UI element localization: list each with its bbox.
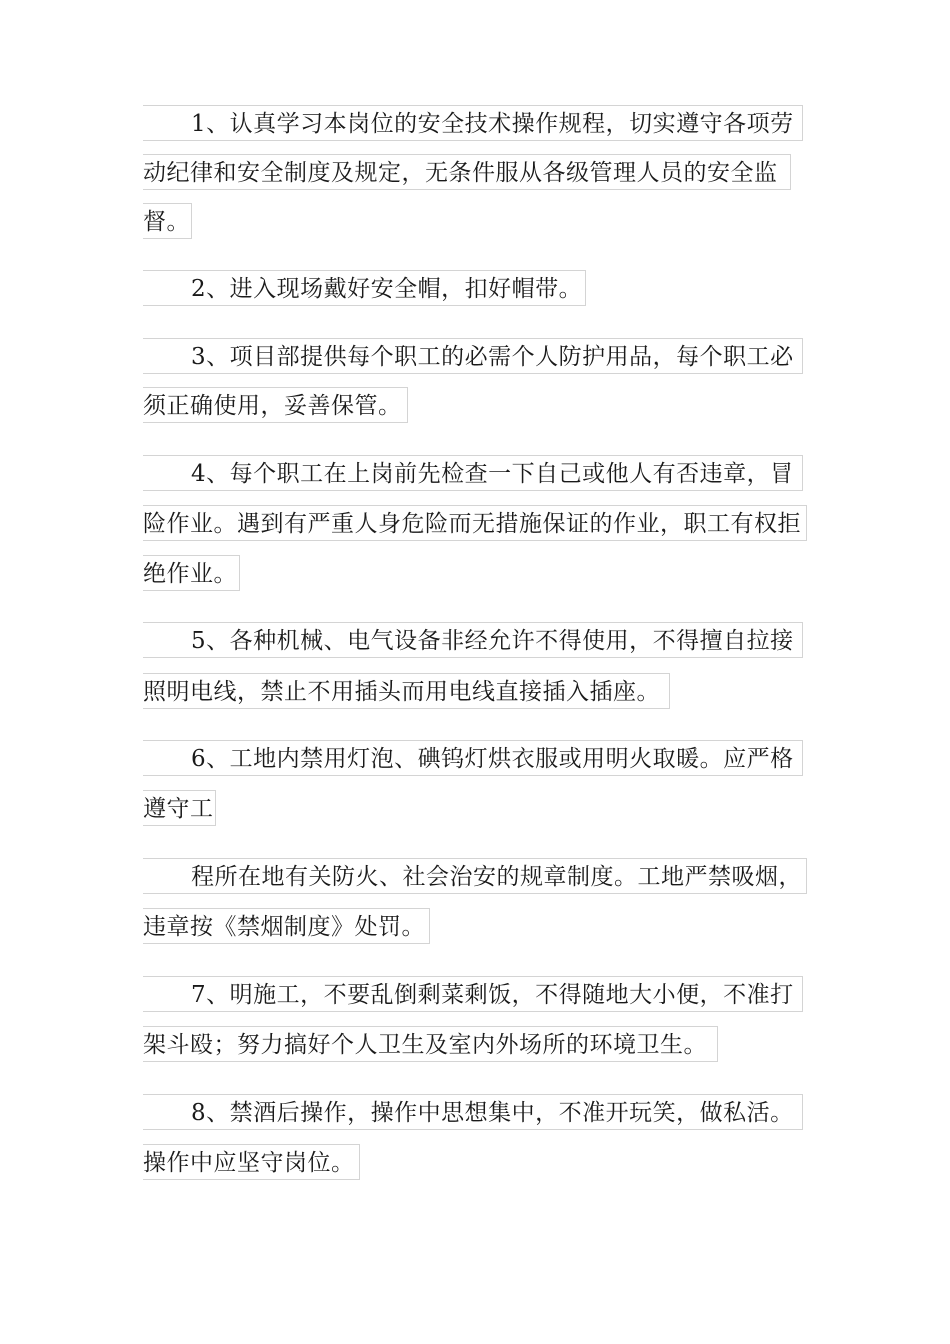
paragraph-1-line-2: 动纪律和安全制度及规定，无条件服从各级管理人员的安全监 [143,154,791,190]
paragraph-9-line-1: 8、禁酒后操作，操作中思想集中，不准开玩笑，做私活。 [143,1094,803,1130]
paragraph-9-line-2: 操作中应坚守岗位。 [143,1144,360,1180]
paragraph-8-line-2: 架斗殴；努力搞好个人卫生及室内外场所的环境卫生。 [143,1026,718,1062]
paragraph-1-line-1: 1、认真学习本岗位的安全技术操作规程，切实遵守各项劳 [143,105,803,141]
paragraph-6-line-1: 6、工地内禁用灯泡、碘钨灯烘衣服或用明火取暖。应严格 [143,740,803,776]
paragraph-7-line-2: 违章按《禁烟制度》处罚。 [143,908,430,944]
paragraph-3-line-2: 须正确使用，妥善保管。 [143,387,408,423]
paragraph-4-line-3: 绝作业。 [143,555,240,591]
paragraph-5-line-2: 照明电线，禁止不用插头而用电线直接插入插座。 [143,673,670,709]
paragraph-8-line-1: 7、明施工，不要乱倒剩菜剩饭，不得随地大小便，不准打 [143,976,803,1012]
paragraph-2-line-1: 2、进入现场戴好安全帽，扣好帽带。 [143,270,586,306]
paragraph-6-line-2: 遵守工 [143,790,216,826]
paragraph-7-line-1: 程所在地有关防火、社会治安的规章制度。工地严禁吸烟， [143,858,807,894]
paragraph-4-line-2: 险作业。遇到有严重人身危险而无措施保证的作业，职工有权拒 [143,505,807,541]
paragraph-3-line-1: 3、项目部提供每个职工的必需个人防护用品，每个职工必 [143,338,803,374]
paragraph-1-line-3: 督。 [143,203,192,239]
paragraph-4-line-1: 4、每个职工在上岗前先检查一下自己或他人有否违章，冒 [143,455,803,491]
paragraph-5-line-1: 5、各种机械、电气设备非经允许不得使用，不得擅自拉接 [143,622,803,658]
